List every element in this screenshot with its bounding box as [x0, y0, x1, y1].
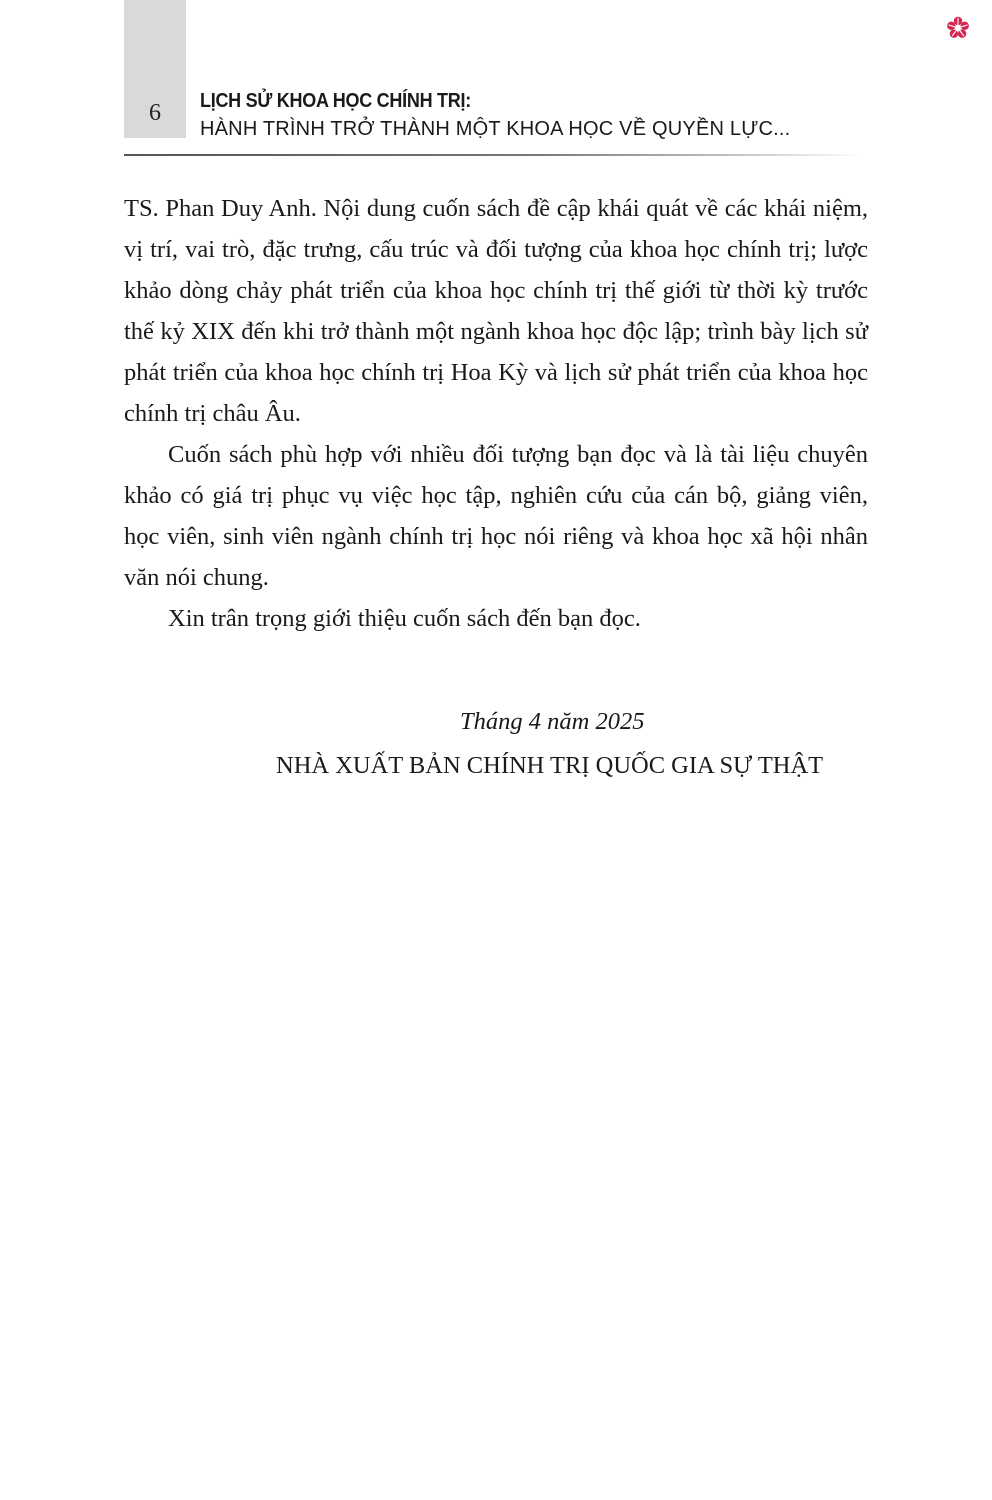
signoff-publisher: NHÀ XUẤT BẢN CHÍNH TRỊ QUỐC GIA SỰ THẬT	[276, 752, 824, 779]
book-subtitle: HÀNH TRÌNH TRỞ THÀNH MỘT KHOA HỌC VỀ QUYỀN LỰC...	[200, 118, 791, 140]
publisher-flower-icon	[946, 16, 970, 40]
paragraph: Cuốn sách phù hợp với nhiều đối tượng bạn đọc và là tài liệu chuyên khảo có giá trị phục vụ việc học tập, nghiên cứu của cán bộ, giảng viên, học viên, sinh viên ngành chính trị học nói riêng và khoa học xã hội nhân văn nói chung.	[124, 441, 868, 591]
paragraph: Xin trân trọng giới thiệu cuốn sách đến bạn đọc.	[168, 605, 641, 632]
running-head	[200, 88, 790, 144]
signoff	[124, 700, 868, 788]
header-rule	[124, 154, 864, 156]
signoff-date: Tháng 4 năm 2025	[460, 708, 645, 735]
page-number: 6	[149, 100, 161, 126]
book-title: LỊCH SỬ KHOA HỌC CHÍNH TRỊ:	[200, 90, 471, 112]
body-text	[124, 188, 868, 639]
paragraph: TS. Phan Duy Anh. Nội dung cuốn sách đề cập khái quát về các khái niệm, vị trí, vai trò, đặc trưng, cấu trúc và đối tượng của khoa học chính trị; lược khảo dòng chảy phát triển của khoa học chính trị thế giới từ thời kỳ trước thế kỷ XIX đến khi trở thành một ngành khoa học độc lập; trình bày lịch sử phát triển của khoa học chính trị Hoa Kỳ và lịch sử phát triển của khoa học chính trị châu Âu.	[124, 195, 868, 427]
